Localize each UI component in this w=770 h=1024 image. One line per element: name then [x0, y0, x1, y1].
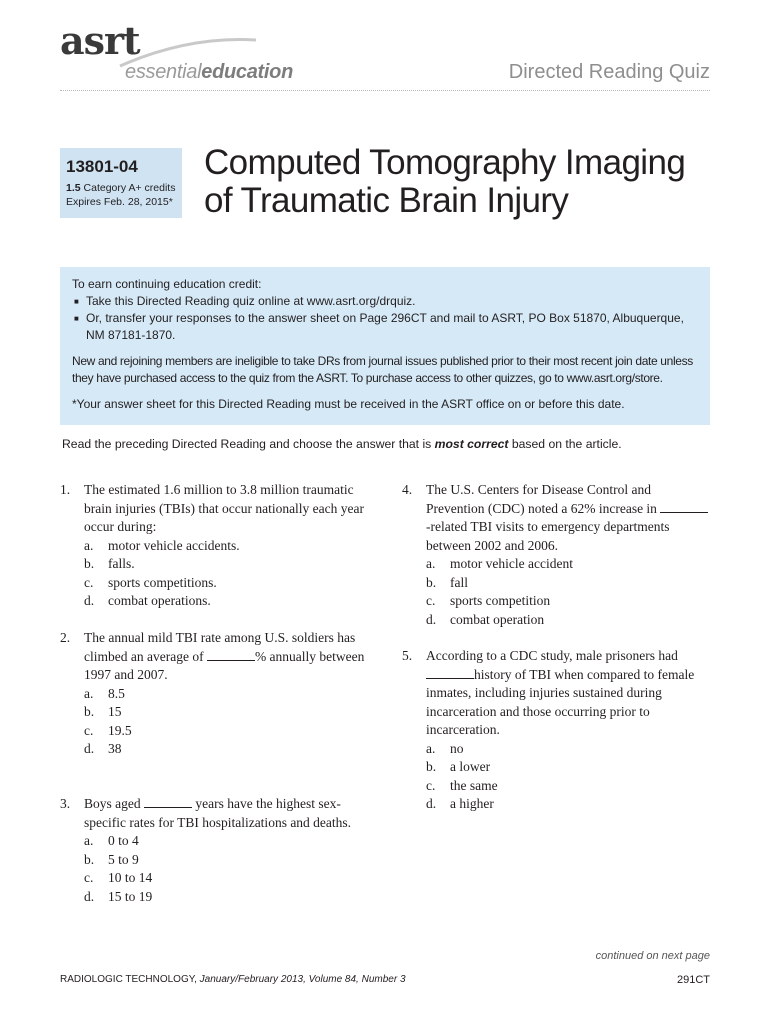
instruction-mail: ■ Or, transfer your responses to the answer sheet on Page 296CT and mail to ASRT, PO Box 51870, Albuquerque, NM 87181-1870.: [72, 310, 698, 344]
stem-part-b: years have the highest sex-specific rates for TBI hospitalizations and deaths.: [84, 796, 352, 830]
instructions-intro: To earn continuing education credit:: [72, 277, 262, 291]
question-5: [402, 647, 712, 814]
option-letter: a.: [84, 537, 94, 553]
journal-citation: [60, 974, 406, 985]
answer-option-a[interactable]: [84, 832, 370, 851]
page-number: 291CT: [676, 974, 710, 986]
option-text: 0 to 4: [108, 833, 139, 848]
deadline-note: *Your answer sheet for this Directed Reading must be received in the ASRT office on or before this date.: [72, 397, 625, 411]
stem-part-a: The U.S. Centers for Disease Control and Prevention (CDC) noted a 62% increase in: [426, 482, 661, 516]
option-letter: a.: [84, 685, 94, 701]
option-letter: d.: [84, 888, 95, 904]
question-number: 4.: [402, 482, 413, 497]
answer-option-b[interactable]: [426, 758, 712, 777]
credits-value: 1.5: [66, 182, 81, 194]
directions-text-b: based on the article.: [508, 437, 622, 451]
question-stem: [84, 795, 370, 832]
option-text: 10 to 14: [108, 870, 153, 885]
option-letter: c.: [426, 593, 436, 608]
answer-option-b[interactable]: [426, 574, 712, 593]
option-text: motor vehicle accidents.: [108, 537, 240, 553]
option-letter: c.: [84, 574, 94, 590]
answer-option-a[interactable]: [426, 740, 712, 759]
stem-part-b: -related TBI visits to emergency departments between 2002 and 2006.: [426, 519, 670, 553]
stem-part-b: % annually between 1997 and 2007.: [84, 648, 365, 682]
option-text: a lower: [450, 759, 491, 774]
answer-option-d[interactable]: [84, 888, 370, 907]
directions-text-a: Read the preceding Directed Reading and choose the answer that is: [62, 437, 435, 451]
course-id: 13801-04: [66, 157, 138, 176]
option-text: 15 to 19: [108, 888, 153, 904]
logo-tagline-a: essential: [125, 61, 202, 83]
logo-tagline: [125, 62, 293, 82]
title-line-1: Computed Tomography Imaging: [204, 143, 686, 182]
option-text: falls.: [108, 556, 135, 571]
continued-note: continued on next page: [595, 950, 710, 962]
option-text: combat operations.: [108, 593, 211, 608]
question-number: 1.: [60, 482, 71, 497]
question-4: [402, 481, 712, 629]
answer-option-b[interactable]: [84, 851, 370, 870]
question-number: 3.: [60, 796, 71, 811]
option-text: sports competitions.: [108, 574, 217, 590]
directions-emphasis: most correct: [434, 437, 509, 451]
stem-part-a: The annual mild TBI rate among U.S. soldiers has climbed an average of: [84, 630, 356, 664]
option-text: 8.5: [108, 685, 125, 701]
option-letter: b.: [84, 556, 95, 571]
question-stem: [426, 647, 712, 740]
option-text: 5 to 9: [108, 851, 139, 867]
instruction-online: ■ Take this Directed Reading quiz online at www.asrt.org/drquiz.: [72, 293, 698, 310]
option-text: the same: [450, 777, 498, 793]
option-letter: a.: [426, 740, 436, 756]
question-number: 2.: [60, 630, 71, 645]
answer-option-c[interactable]: [84, 574, 370, 593]
answer-option-a[interactable]: [84, 685, 372, 704]
question-stem: [426, 481, 712, 555]
credits-label: Category A+ credits: [80, 182, 176, 194]
course-credits: [66, 181, 182, 195]
option-letter: b.: [426, 574, 437, 590]
answer-option-d[interactable]: [84, 592, 370, 611]
quiz-directions: [62, 437, 622, 451]
asrt-logo: asrt: [60, 18, 140, 63]
instructions-box: [60, 267, 710, 425]
option-letter: c.: [84, 870, 94, 885]
answer-blank: [660, 501, 708, 513]
option-letter: d.: [426, 796, 437, 811]
answer-option-d[interactable]: [426, 611, 712, 630]
course-expires: Expires Feb. 28, 2015*: [66, 196, 173, 208]
answer-option-b[interactable]: [84, 703, 372, 722]
logo-tagline-b: education: [201, 61, 294, 83]
option-text: sports competition: [450, 593, 551, 608]
quiz-label: Directed Reading Quiz: [508, 61, 710, 83]
journal-issue: January/February 2013, Volume 84, Number 3: [199, 974, 406, 985]
answer-option-c[interactable]: [84, 869, 370, 888]
option-letter: a.: [426, 556, 436, 571]
question-number: 5.: [402, 648, 413, 663]
option-text: combat operation: [450, 611, 545, 627]
option-letter: d.: [426, 611, 437, 627]
journal-name: RADIOLOGIC TECHNOLOGY,: [60, 974, 200, 985]
option-text: a higher: [450, 796, 494, 811]
instructions-list: [72, 293, 698, 344]
question-2: [60, 629, 372, 759]
stem-part-b: history of TBI when compared to female inmates, including injuries sustained during incarceration and those occurring prior to incarceration.: [426, 666, 695, 737]
answer-option-d[interactable]: [84, 740, 372, 759]
option-text: no: [450, 740, 464, 756]
option-text: 19.5: [108, 722, 132, 738]
course-info-box: [60, 148, 182, 218]
question-stem: The estimated 1.6 million to 3.8 million traumatic brain injuries (TBIs) that occur nationally each year occur during:: [84, 482, 365, 534]
option-letter: c.: [426, 777, 436, 793]
answer-option-c[interactable]: [426, 592, 712, 611]
title-line-2: of Traumatic Brain Injury: [204, 181, 569, 220]
question-1: [60, 481, 370, 611]
stem-part-a: According to a CDC study, male prisoners had: [426, 648, 678, 663]
answer-option-c[interactable]: [84, 722, 372, 741]
option-letter: b.: [426, 759, 437, 774]
option-text: 15: [108, 704, 122, 719]
header-divider: [60, 90, 710, 91]
option-text: motor vehicle accident: [450, 556, 573, 571]
option-text: fall: [450, 574, 468, 590]
answer-blank: [207, 649, 255, 661]
option-letter: c.: [84, 722, 94, 738]
answer-blank: [144, 796, 192, 808]
option-letter: d.: [84, 593, 95, 608]
option-letter: a.: [84, 833, 94, 848]
page-title: [204, 144, 685, 220]
answer-option-c[interactable]: [426, 777, 712, 796]
answer-blank: [426, 667, 474, 679]
answer-option-b[interactable]: [84, 555, 370, 574]
stem-part-a: Boys aged: [84, 796, 144, 811]
answer-option-d[interactable]: [426, 795, 712, 814]
option-letter: b.: [84, 851, 95, 867]
membership-note: New and rejoining members are ineligible to take DRs from journal issues published prior to their most recent join date unless they have purchased access to the quiz from the ASRT. To purchase access to other quizzes, go to www.asrt.org/store.: [72, 354, 693, 385]
option-letter: d.: [84, 741, 95, 756]
option-letter: b.: [84, 704, 95, 719]
option-text: 38: [108, 741, 122, 756]
answer-option-a[interactable]: [426, 555, 712, 574]
question-stem: [84, 629, 372, 685]
question-3: [60, 795, 370, 906]
answer-option-a[interactable]: [84, 537, 370, 556]
